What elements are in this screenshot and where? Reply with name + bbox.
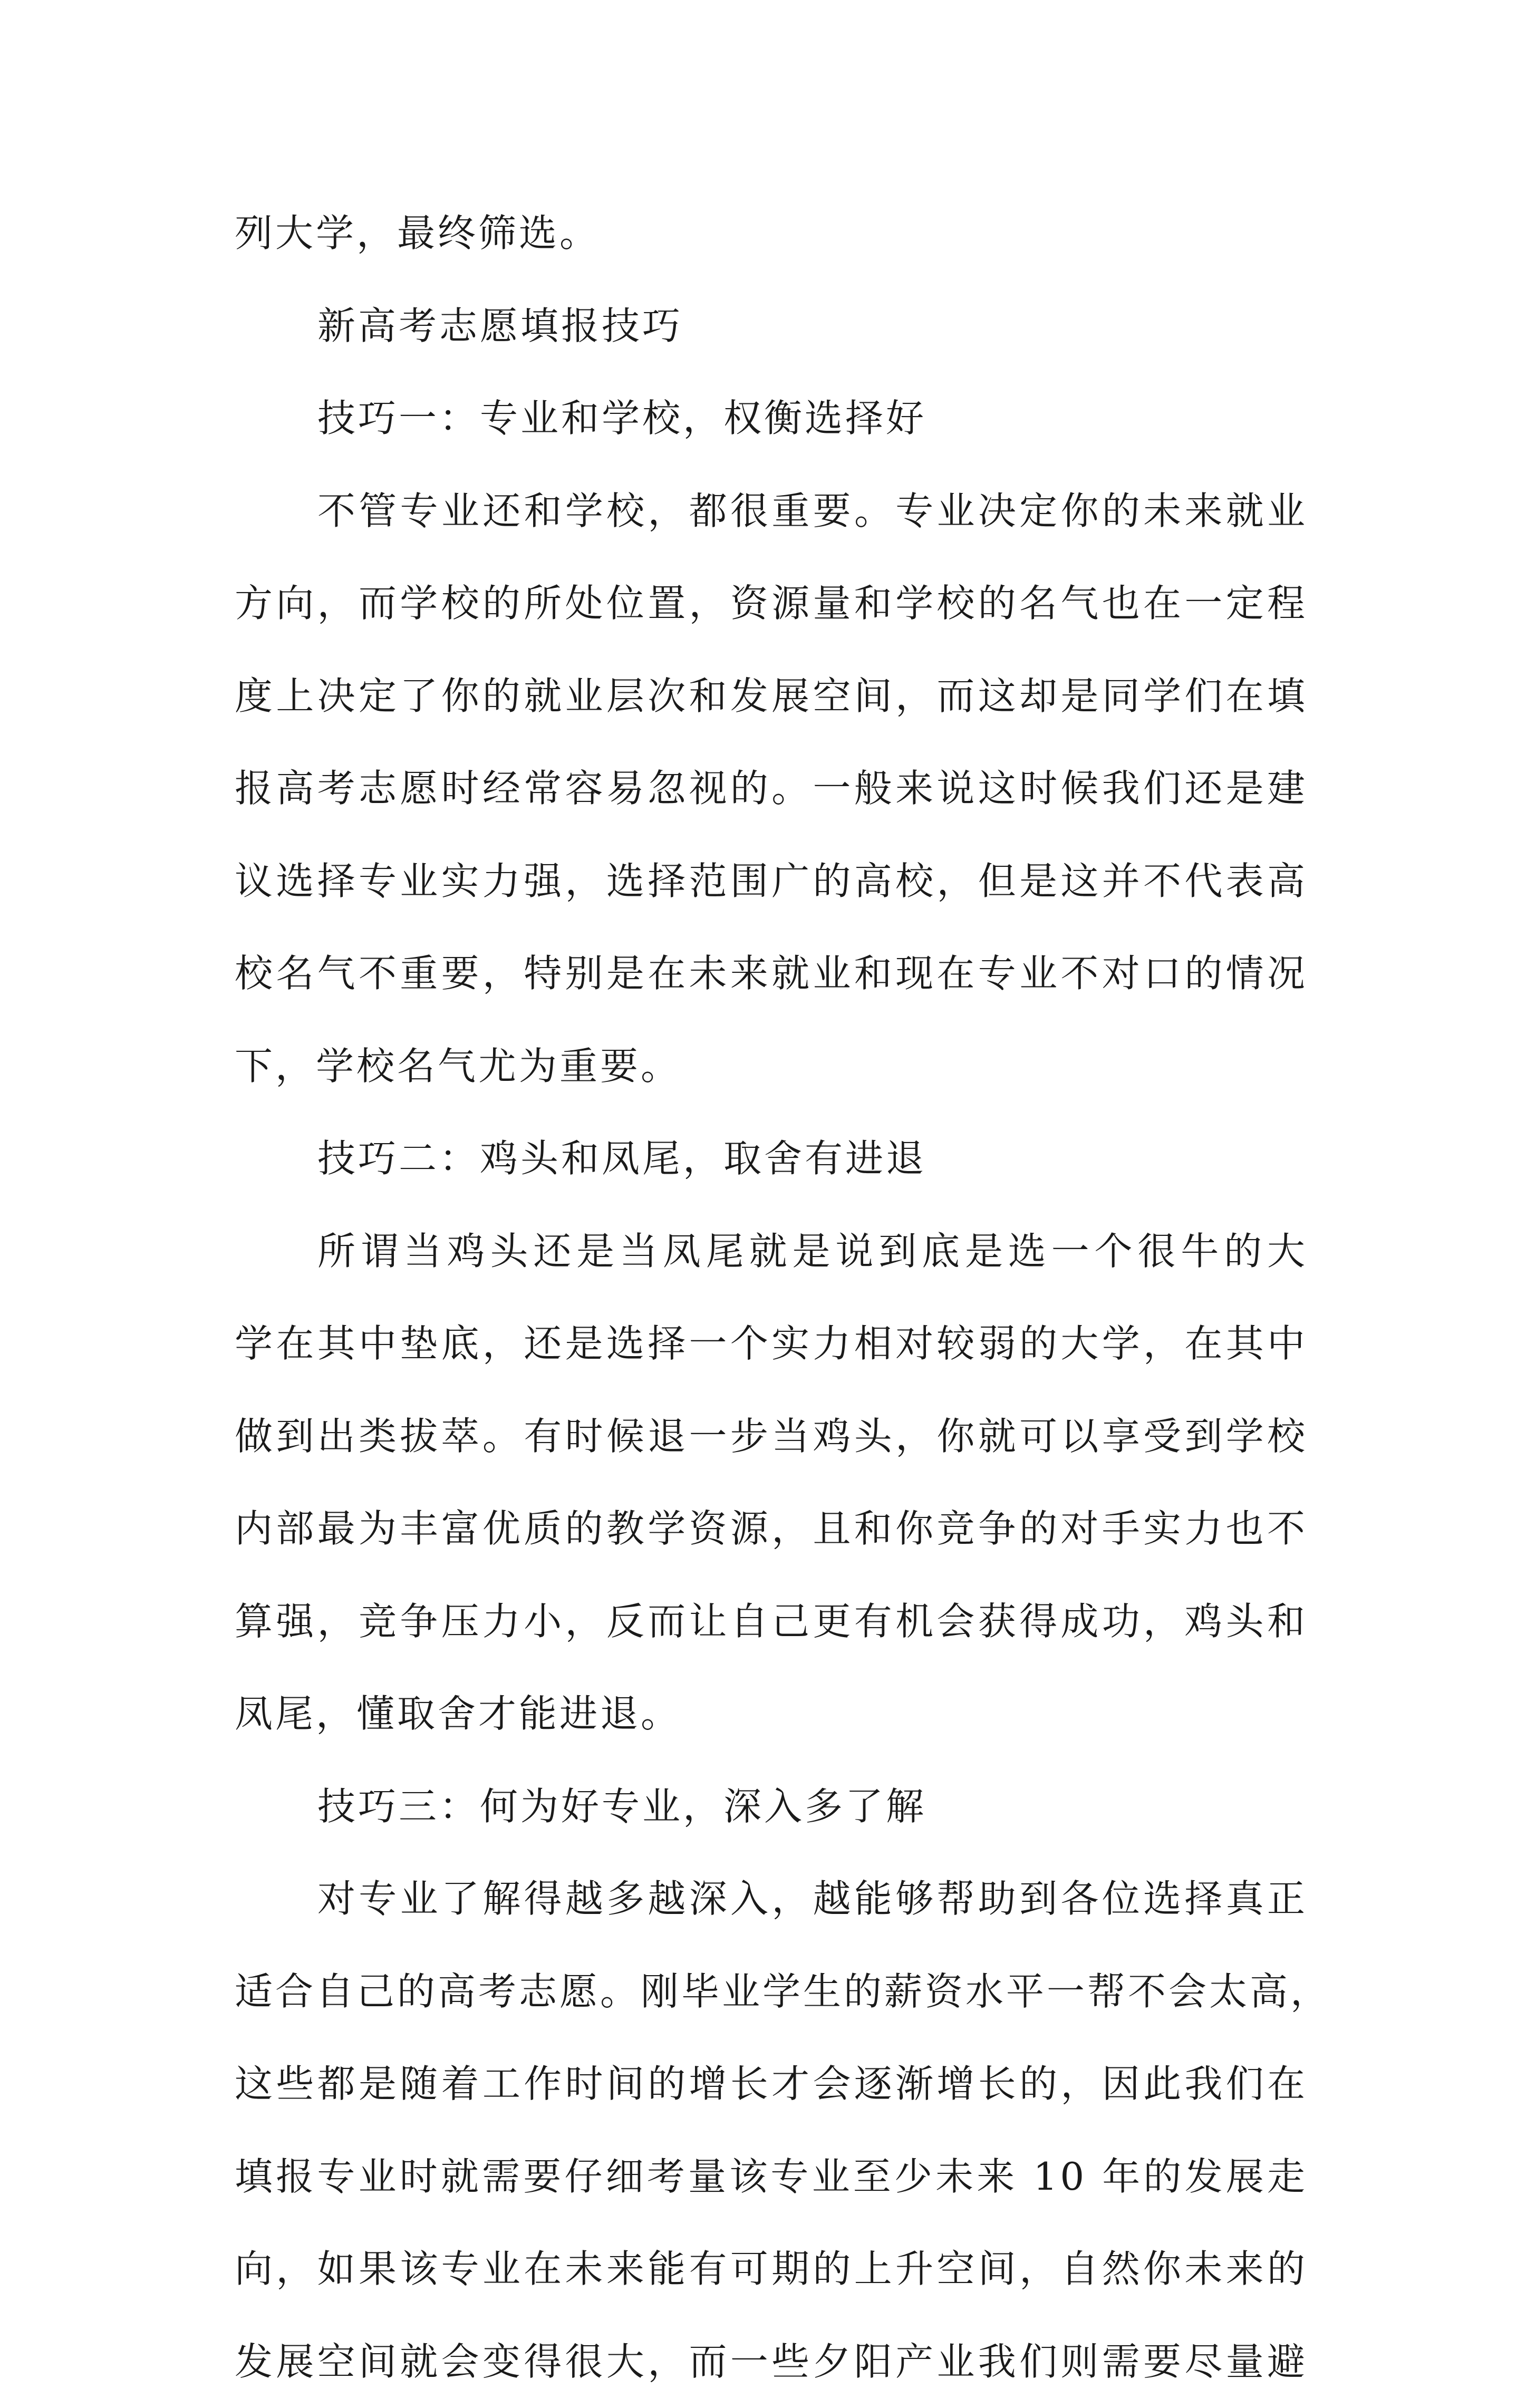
paragraph-line: 学在其中垫底，还是选择一个实力相对较弱的大学，在其中 <box>235 1298 1308 1390</box>
paragraph-line: 报高考志愿时经常容易忽视的。一般来说这时候我们还是建 <box>235 742 1308 835</box>
body-text <box>235 187 1308 2408</box>
paragraph-line: 适合自己的高考志愿。刚毕业学生的薪资水平一帮不会太高， <box>235 1946 1308 2038</box>
paragraph-line: 下，学校名气尤为重要。 <box>235 1020 1308 1113</box>
paragraph-line: 算强，竞争压力小，反而让自己更有机会获得成功，鸡头和 <box>235 1575 1308 1668</box>
paragraph-line: 填报专业时就需要仔细考量该专业至少未来 10 年的发展走 <box>235 2131 1308 2223</box>
paragraph-line: 对专业了解得越多越深入，越能够帮助到各位选择真正 <box>235 1853 1308 1946</box>
section-heading: 新高考志愿填报技巧 <box>235 280 1308 373</box>
tip-heading: 技巧三：何为好专业，深入多了解 <box>235 1761 1308 1853</box>
paragraph-line: 内部最为丰富优质的教学资源，且和你竞争的对手实力也不 <box>235 1483 1308 1575</box>
paragraph-line: 度上决定了你的就业层次和发展空间，而这却是同学们在填 <box>235 650 1308 743</box>
paragraph-line: 议选择专业实力强，选择范围广的高校，但是这并不代表高 <box>235 835 1308 928</box>
tip-heading: 技巧一：专业和学校，权衡选择好 <box>235 372 1308 465</box>
paragraph-line: 不管专业还和学校，都很重要。专业决定你的未来就业 <box>235 465 1308 558</box>
paragraph-line: 凤尾，懂取舍才能进退。 <box>235 1668 1308 1761</box>
paragraph-line: 向，如果该专业在未来能有可期的上升空间，自然你未来的 <box>235 2223 1308 2316</box>
paragraph-line: 校名气不重要，特别是在未来就业和现在专业不对口的情况 <box>235 927 1308 1020</box>
paragraph-line: 做到出类拔萃。有时候退一步当鸡头，你就可以享受到学校 <box>235 1390 1308 1483</box>
tip-heading: 技巧二：鸡头和凤尾，取舍有进退 <box>235 1113 1308 1205</box>
paragraph-line: 所谓当鸡头还是当凤尾就是说到底是选一个很牛的大 <box>235 1205 1308 1298</box>
paragraph-line: 列大学，最终筛选。 <box>235 187 1308 280</box>
paragraph-line: 方向，而学校的所处位置，资源量和学校的名气也在一定程 <box>235 557 1308 650</box>
paragraph-line: 发展空间就会变得很大，而一些夕阳产业我们则需要尽量避 <box>235 2316 1308 2408</box>
paragraph-line: 这些都是随着工作时间的增长才会逐渐增长的，因此我们在 <box>235 2038 1308 2131</box>
